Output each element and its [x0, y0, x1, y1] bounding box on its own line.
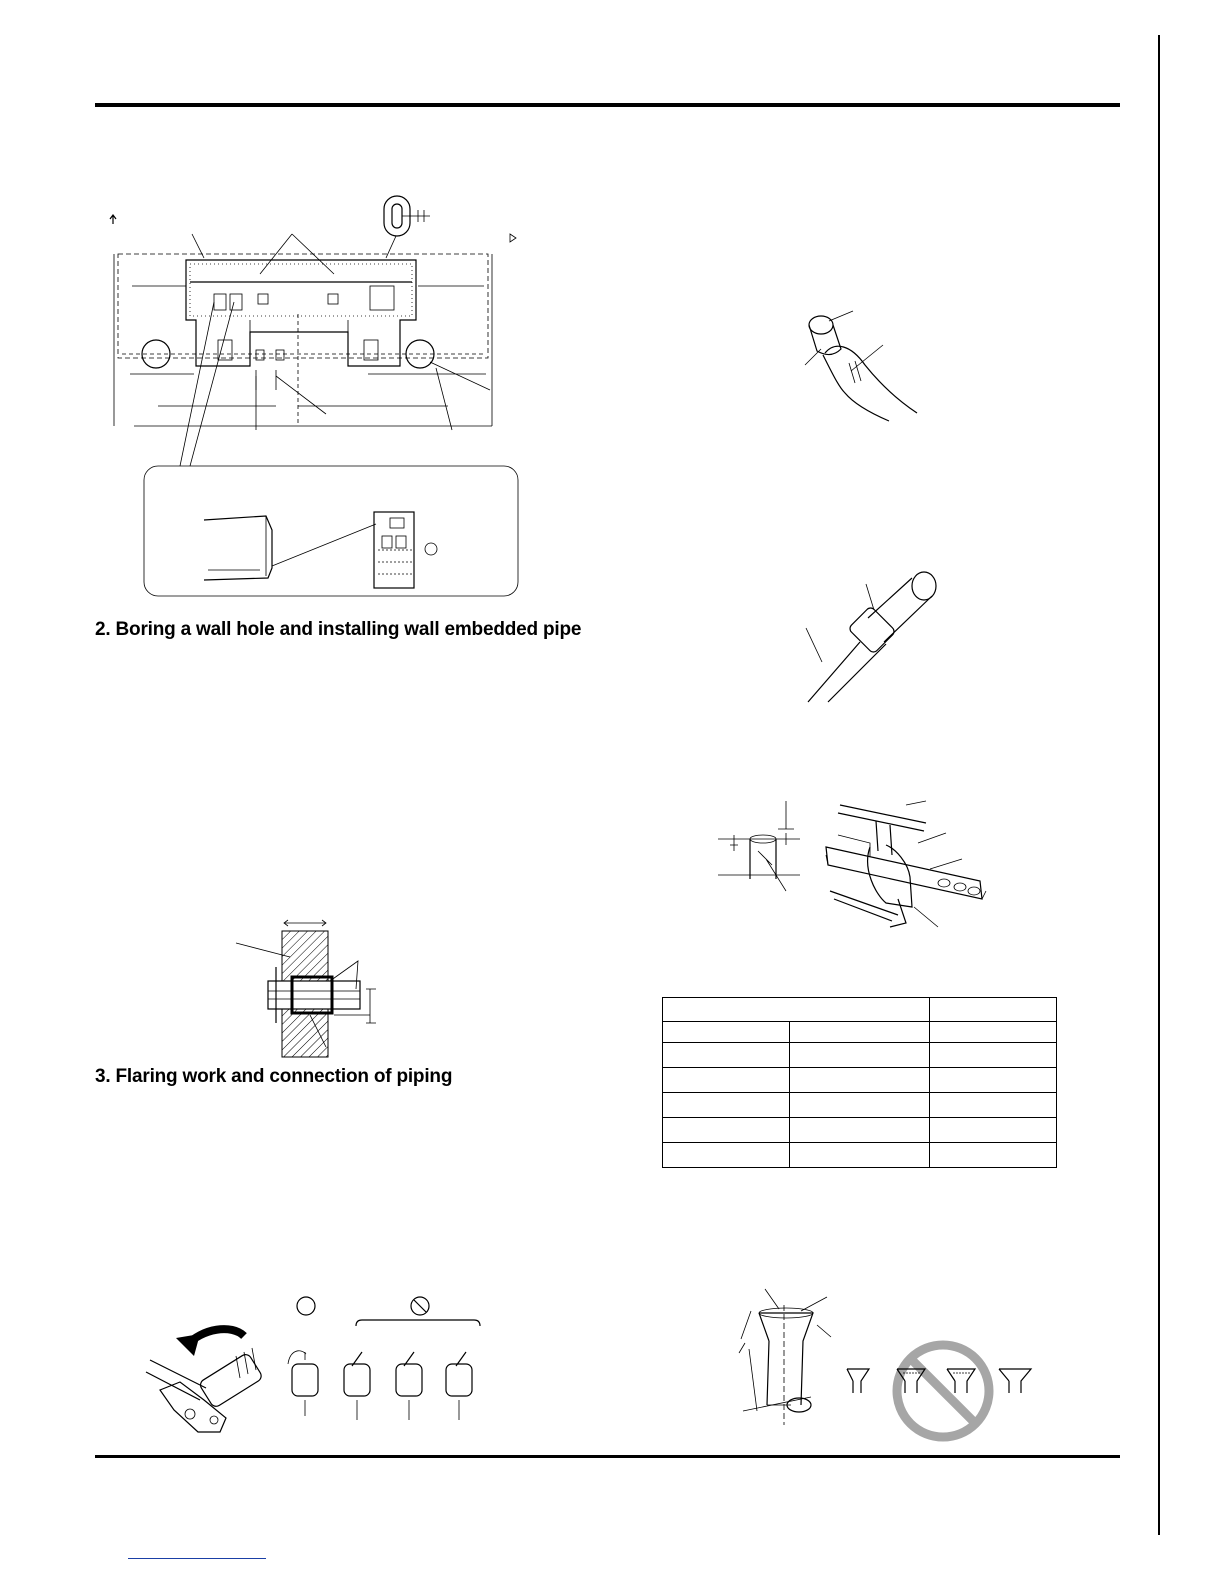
wall-embedded-pipe-diagram [230, 915, 400, 1060]
flare-spec-table [662, 997, 1057, 1168]
footer-rule [95, 1455, 1120, 1458]
flaring-tool-diagram [710, 795, 1010, 935]
table-row [663, 1093, 1057, 1118]
flare-check-diagram [735, 1285, 1040, 1450]
header-rule [95, 103, 1120, 107]
deburr-pipe-hand-diagram [795, 305, 925, 430]
page-edge-line [1158, 35, 1160, 1535]
flare-nut-pipe-diagram [800, 570, 950, 705]
section-3-heading: 3. Flaring work and connection of piping [95, 1066, 453, 1087]
table-row [663, 1118, 1057, 1143]
pipe-cutting-diagram [140, 1290, 490, 1450]
installation-plate-diagram [100, 190, 530, 610]
circle-icon [297, 1297, 315, 1315]
section-2-heading: 2. Boring a wall hole and installing wall embedded pipe [95, 619, 582, 640]
table-row [663, 1143, 1057, 1168]
right-arrow-icon [510, 234, 516, 242]
footer-link-underline [128, 1558, 266, 1559]
table-row [663, 1043, 1057, 1068]
table-row [663, 1022, 1057, 1043]
up-arrow-icon [110, 215, 116, 224]
table-row [663, 998, 1057, 1022]
table-row [663, 1068, 1057, 1093]
